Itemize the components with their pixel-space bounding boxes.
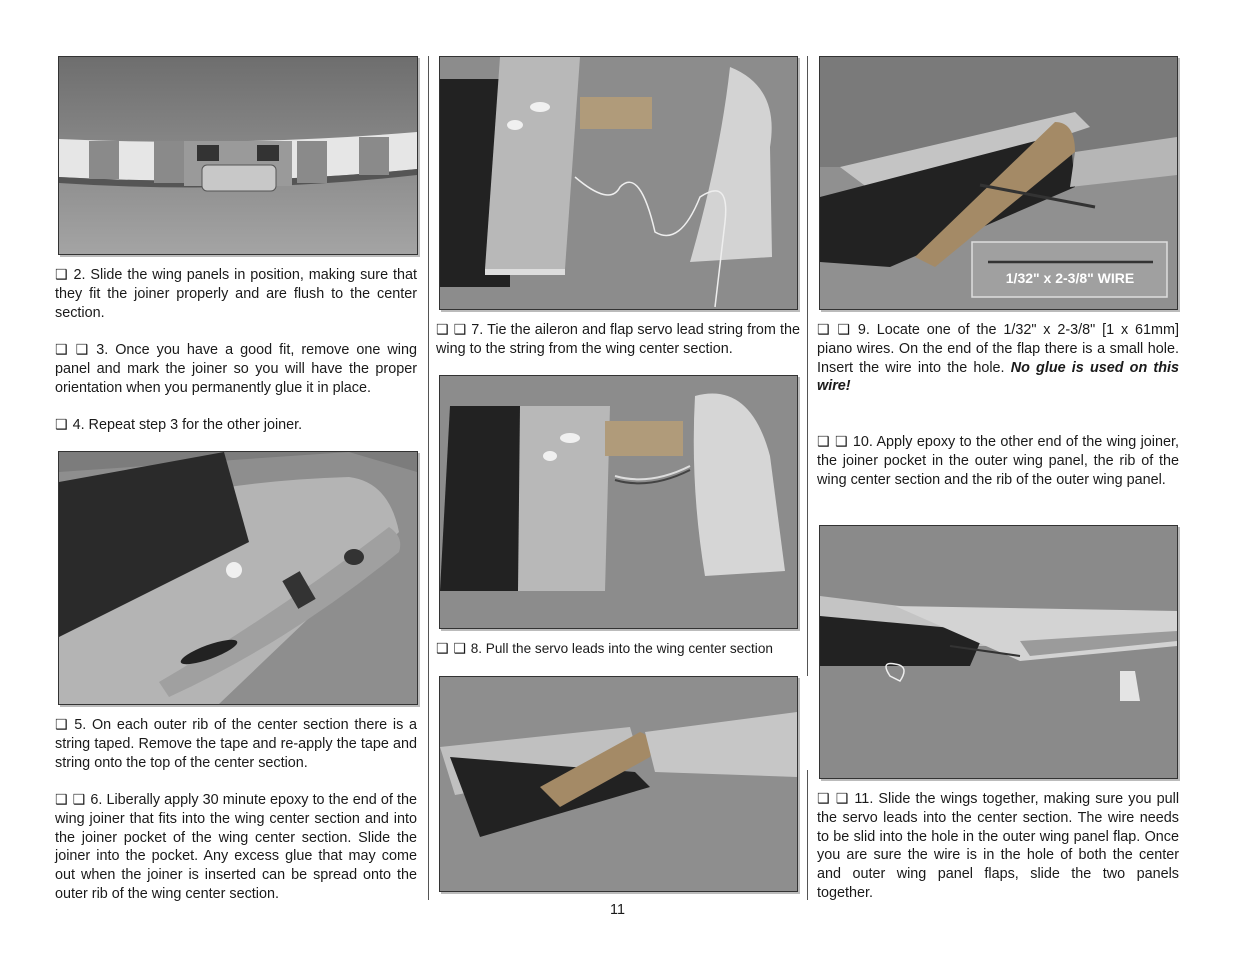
step-8-text: 8. Pull the servo leads into the wing center section <box>470 641 773 656</box>
step-7-text: 7. Tie the aileron and flap servo lead string from the wing to the string from the wing center section. <box>436 322 800 357</box>
step-5 <box>55 715 417 772</box>
photo-wing-assembled <box>58 56 418 255</box>
step-10 <box>817 432 1179 489</box>
photo-slide-wings-together <box>819 525 1178 779</box>
checkbox-icon[interactable]: ❑ <box>834 433 849 449</box>
checkbox-icon[interactable]: ❑ <box>436 321 450 337</box>
photo-pull-servo-leads <box>439 375 798 629</box>
step-4-text: 4. Repeat step 3 for the other joiner. <box>72 417 303 433</box>
checkbox-icon[interactable]: ❑ <box>72 791 87 807</box>
step-4 <box>55 415 417 435</box>
checkbox-icon[interactable]: ❑ <box>835 790 850 806</box>
step-8 <box>436 639 800 659</box>
wire-label: 1/32" x 2-3/8" WIRE <box>1005 270 1135 286</box>
page-number: 11 <box>610 902 625 918</box>
step-9 <box>817 320 1179 396</box>
checkbox-icon[interactable]: ❑ <box>817 790 831 806</box>
checkbox-icon[interactable]: ❑ <box>453 640 467 656</box>
checkbox-icon[interactable]: ❑ <box>55 341 69 357</box>
checkbox-icon[interactable]: ❑ <box>55 416 69 432</box>
column-divider-2 <box>807 56 808 676</box>
checkbox-icon[interactable]: ❑ <box>817 321 831 337</box>
checkbox-icon[interactable]: ❑ <box>453 321 468 337</box>
step-6 <box>55 790 417 904</box>
photo-piano-wire <box>819 56 1178 310</box>
step-11 <box>817 789 1179 903</box>
step-3-text: 3. Once you have a good fit, remove one wing panel and mark the joiner so you will have the proper orientation when you permanently glue it in place. <box>55 342 418 396</box>
step-6-text: 6. Liberally apply 30 minute epoxy to the end of the wing joiner that fits into the wing center section and into the joiner pocket of the wing center section. Slide the joiner into the pocket. Any excess glue that may come out when the joiner is inserted can be spread onto the outer rib of the wing center section. <box>55 792 418 902</box>
checkbox-icon[interactable]: ❑ <box>55 791 69 807</box>
step-5-text: 5. On each outer rib of the center section there is a string taped. Remove the tape and re-apply the tape and string onto the top of the center section. <box>55 717 417 771</box>
step-3 <box>55 340 417 397</box>
step-11-text: 11. Slide the wings together, making sure you pull the servo leads into the center section. The wire needs to be slid into the hole in the outer wing panel flap. Once you are sure the wire is in the hole of both the center and outer wing panel flaps, slide the two panels together. <box>817 791 1180 901</box>
checkbox-icon[interactable]: ❑ <box>75 341 90 357</box>
checkbox-icon[interactable]: ❑ <box>436 640 450 656</box>
step-9-text: 9. Locate one of the 1/32" x 2-3/8" [1 x 61mm] piano wires. On the end of the flap there is a small hole. Insert the wire into the hole. <box>817 322 1180 376</box>
column-divider-2b <box>807 770 808 900</box>
column-divider-1 <box>428 56 429 900</box>
checkbox-icon[interactable]: ❑ <box>55 266 69 282</box>
checkbox-icon[interactable]: ❑ <box>817 433 831 449</box>
step-2 <box>55 265 417 322</box>
step-9-emphasis: No glue is used on this wire! <box>817 359 1179 395</box>
step-10-text: 10. Apply epoxy to the other end of the wing joiner, the joiner pocket in the outer wing panel, the rib of the wing center section and the rib of the outer wing panel. <box>817 434 1179 488</box>
photo-flap-hole-closeup <box>439 676 798 892</box>
checkbox-icon[interactable]: ❑ <box>837 321 851 337</box>
photo-center-section-rib <box>58 451 418 705</box>
step-7 <box>436 320 800 359</box>
step-2-text: 2. Slide the wing panels in position, making sure that they fit the joiner properly and are flush to the center section. <box>55 267 418 321</box>
checkbox-icon[interactable]: ❑ <box>55 716 69 732</box>
photo-tie-strings <box>439 56 798 310</box>
